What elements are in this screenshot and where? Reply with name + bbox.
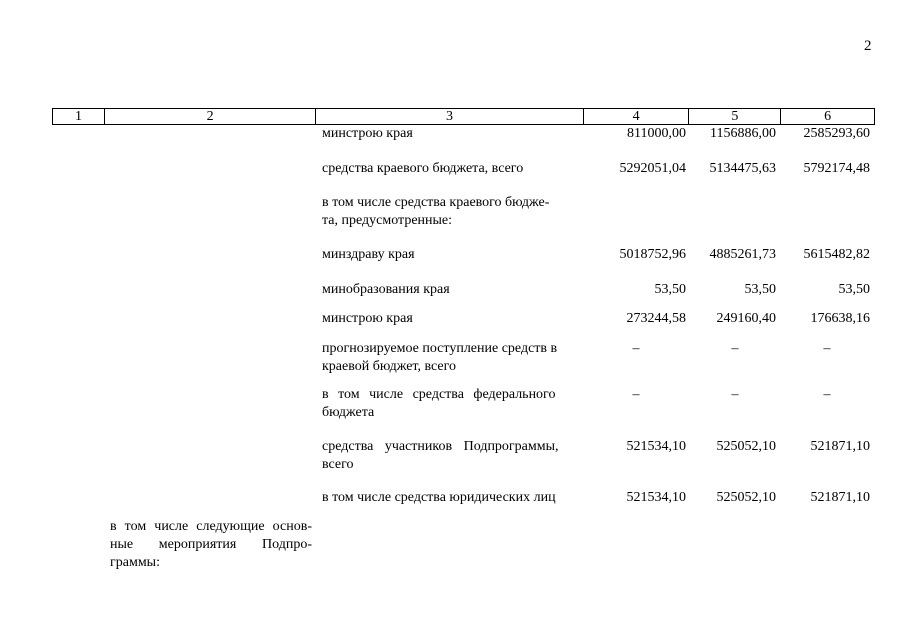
heading-line: в том числе следующие основ- [110, 519, 312, 534]
value-col-4: 811000,00 [627, 126, 686, 141]
row-label-line: в том числе средства краевого бюдже- [322, 195, 550, 210]
header-col-3: 3 [316, 109, 583, 124]
row-label-line: средства участников Подпрограммы, [322, 439, 559, 454]
value-col-5: 5134475,63 [709, 161, 776, 176]
row-label-line: бюджета [322, 405, 375, 420]
row-label: минстрою края [322, 311, 413, 326]
heading-line: ные мероприятия Подпро- [110, 537, 312, 552]
row-label [322, 438, 580, 474]
value-col-6: 53,50 [838, 282, 870, 297]
heading-line: граммы: [110, 555, 160, 570]
value-col-4: 5018752,96 [619, 247, 686, 262]
value-col-5: 53,50 [744, 282, 776, 297]
row-label-line: прогнозируемое поступление средств в [322, 341, 558, 356]
main-activities-heading [110, 518, 312, 572]
table-header [52, 108, 875, 125]
header-col-6: 6 [824, 109, 832, 124]
value-col-5: 4885261,73 [709, 247, 776, 262]
value-col-4: 273244,58 [626, 311, 686, 326]
header-col-2: 2 [105, 109, 316, 124]
value-col-4: 521534,10 [626, 439, 686, 454]
value-col-5: 525052,10 [716, 439, 776, 454]
row-label [322, 340, 580, 376]
value-col-5: 525052,10 [716, 490, 776, 505]
row-label [322, 194, 580, 230]
value-col-5: 249160,40 [716, 311, 776, 326]
value-col-6: 2585293,60 [803, 126, 870, 141]
page-number: 2 [864, 38, 872, 54]
value-col-6: – [823, 341, 831, 356]
row-label: минстрою края [322, 126, 413, 141]
value-col-5: 1156886,00 [710, 126, 776, 141]
value-col-4: – [632, 387, 640, 402]
row-label [322, 386, 580, 422]
value-col-6: 5792174,48 [803, 161, 870, 176]
value-col-5: – [731, 387, 739, 402]
value-col-6: 521871,10 [810, 490, 870, 505]
row-label-line: та, предусмотренные: [322, 213, 453, 228]
row-label-line: всего [322, 457, 354, 472]
header-col-4: 4 [584, 109, 690, 124]
value-col-4: 521534,10 [626, 490, 686, 505]
row-label: в том числе средства юридических лиц [322, 490, 556, 505]
value-col-4: 53,50 [654, 282, 686, 297]
row-label-line: в том числе средства федерального [322, 387, 556, 402]
value-col-5: – [731, 341, 739, 356]
header-col-1: 1 [53, 109, 105, 124]
row-label: минздраву края [322, 247, 415, 262]
value-col-6: – [823, 387, 831, 402]
value-col-6: 5615482,82 [803, 247, 870, 262]
value-col-4: 5292051,04 [619, 161, 686, 176]
row-label-line: краевой бюджет, всего [322, 359, 457, 374]
row-label: минобразования края [322, 282, 450, 297]
value-col-6: 176638,16 [810, 311, 870, 326]
value-col-4: – [632, 341, 640, 356]
row-label: средства краевого бюджета, всего [322, 161, 524, 176]
header-col-5: 5 [689, 109, 781, 124]
value-col-6: 521871,10 [810, 439, 870, 454]
